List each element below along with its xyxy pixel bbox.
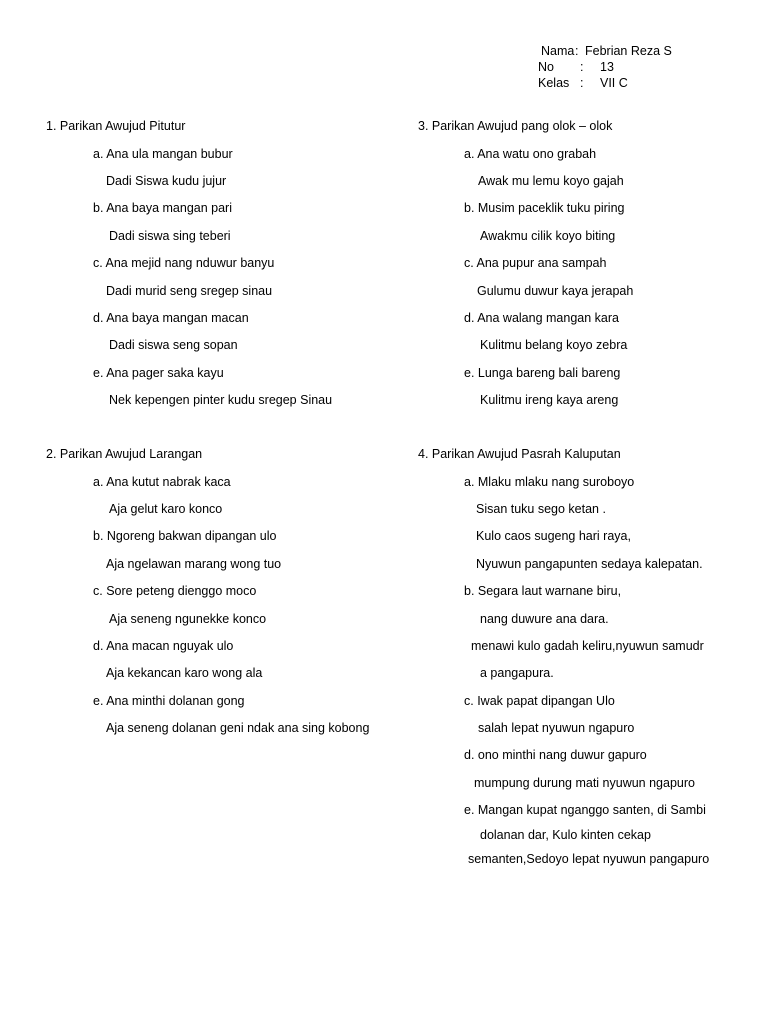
info-value: VII C (600, 76, 628, 90)
verse-line: nang duwure ana dara. (480, 612, 609, 626)
verse-line: Awakmu cilik koyo biting (480, 229, 616, 243)
verse-line: e. Lunga bareng bali bareng (464, 366, 621, 380)
verse-line: Dadi Siswa kudu jujur (106, 174, 227, 188)
section-title: 4. Parikan Awujud Pasrah Kaluputan (418, 447, 621, 461)
verse-line: b. Ana baya mangan pari (93, 201, 232, 215)
verse-line: c. Ana mejid nang nduwur banyu (93, 256, 275, 270)
verse-line: d. ono minthi nang duwur gapuro (464, 748, 647, 762)
verse-line: b. Ngoreng bakwan dipangan ulo (93, 529, 277, 543)
verse-line: b. Segara laut warnane biru, (464, 584, 622, 598)
verse-line: Dadi murid seng sregep sinau (106, 284, 273, 298)
verse-line: Sisan tuku sego ketan . (476, 502, 606, 516)
verse-line: a. Ana watu ono grabah (464, 147, 597, 161)
verse-line: c. Iwak papat dipangan Ulo (464, 694, 615, 708)
verse-line: Nyuwun pangapunten sedaya kalepatan. (476, 557, 703, 571)
info-label: No (538, 60, 554, 74)
info-value: 13 (600, 60, 614, 74)
verse-line: Dadi siswa seng sopan (109, 338, 238, 352)
section-title: 2. Parikan Awujud Larangan (46, 447, 203, 461)
info-value: Febrian Reza S (585, 44, 672, 58)
verse-line: c. Sore peteng dienggo moco (93, 584, 257, 598)
verse-line: Aja ngelawan marang wong tuo (106, 557, 282, 571)
info-separator: : (580, 60, 584, 74)
verse-line: Nek kepengen pinter kudu sregep Sinau (109, 393, 333, 407)
verse-line: e. Mangan kupat nganggo santen, di Sambi (464, 803, 706, 817)
verse-line: e. Ana minthi dolanan gong (93, 694, 245, 708)
verse-line: Aja gelut karo konco (109, 502, 223, 516)
verse-line: Kulitmu belang koyo zebra (480, 338, 628, 352)
verse-line: dolanan dar, Kulo kinten cekap (480, 828, 651, 842)
verse-line: salah lepat nyuwun ngapuro (478, 721, 635, 735)
verse-line: a pangapura. (480, 666, 554, 680)
info-label: Nama (541, 44, 575, 58)
verse-line: Aja seneng dolanan geni ndak ana sing kobong (106, 721, 370, 735)
info-row-no (538, 59, 672, 75)
verse-line: mumpung durung mati nyuwun ngapuro (474, 776, 695, 790)
verse-line: Dadi siswa sing teberi (109, 229, 231, 243)
verse-line: Aja seneng ngunekke konco (109, 612, 267, 626)
verse-line: a. Mlaku mlaku nang suroboyo (464, 475, 635, 489)
verse-line: b. Musim paceklik tuku piring (464, 201, 625, 215)
verse-line: c. Ana pupur ana sampah (464, 256, 607, 270)
verse-line: a. Ana ula mangan bubur (93, 147, 233, 161)
verse-line: d. Ana baya mangan macan (93, 311, 249, 325)
verse-line: Gulumu duwur kaya jerapah (477, 284, 634, 298)
info-separator: : (580, 76, 584, 90)
student-info (538, 43, 672, 91)
section-title: 1. Parikan Awujud Pitutur (46, 119, 186, 133)
verse-line: semanten,Sedoyo lepat nyuwun pangapuro (468, 852, 710, 866)
verse-line: Kulitmu ireng kaya areng (480, 393, 619, 407)
info-row-kelas (538, 75, 672, 91)
verse-line: Kulo caos sugeng hari raya, (476, 529, 631, 543)
verse-line: menawi kulo gadah keliru,nyuwun samudr (471, 639, 704, 653)
verse-line: d. Ana walang mangan kara (464, 311, 619, 325)
verse-line: e. Ana pager saka kayu (93, 366, 224, 380)
info-row-nama (538, 43, 672, 59)
verse-line: Aja kekancan karo wong ala (106, 666, 263, 680)
info-separator: : (575, 44, 579, 58)
section-title: 3. Parikan Awujud pang olok – olok (418, 119, 613, 133)
verse-line: Awak mu lemu koyo gajah (478, 174, 624, 188)
verse-line: d. Ana macan nguyak ulo (93, 639, 234, 653)
verse-line: a. Ana kutut nabrak kaca (93, 475, 231, 489)
info-label: Kelas (538, 76, 570, 90)
